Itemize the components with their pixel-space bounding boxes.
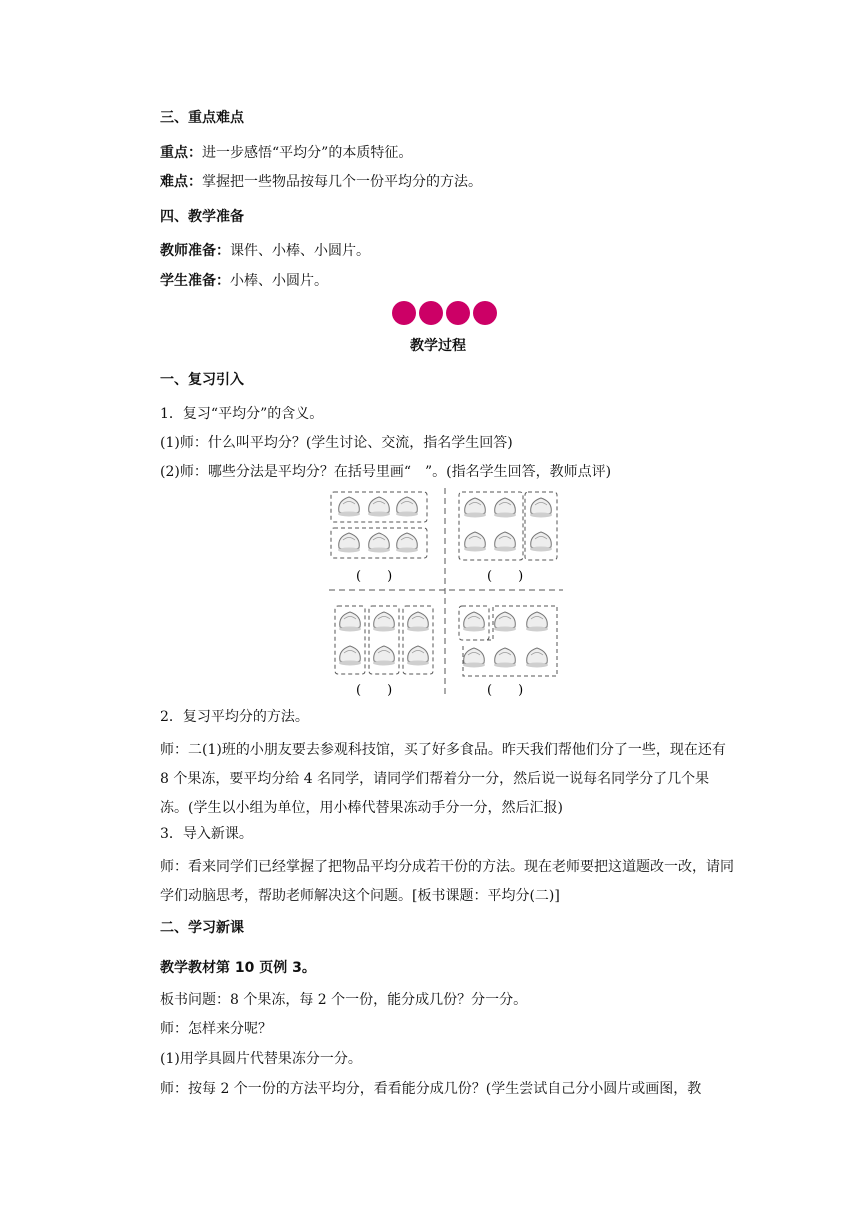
jelly-icon: [396, 533, 418, 553]
review-question-2: (2)师：哪些分法是平均分？在括号里画“ ”。(指名学生回答，教师点评): [160, 464, 612, 480]
review-paragraph-1-text: 师：二(1)班的小朋友要去参观科技馆，买了好多食品。昨天我们帮他们分了一些，现在还有 8 个果冻，要平均分给 4 名同学，请同学们帮着分一分，然后说一说每名同学分了几个果冻。(学生以小组为单位，用小棒代替果冻动手分一分，然后汇报): [160, 742, 726, 816]
student-prep-text: 小棒、小圆片。: [230, 273, 328, 289]
jelly-icon: [368, 533, 390, 553]
new-lesson-bold-line: 教学教材第 10 页例 3。: [160, 960, 316, 976]
review-paragraph-2-text: 师：看来同学们已经掌握了把物品平均分成若干份的方法。现在老师要把这道题改一改，请同学们动脑思考，帮助老师解决这个问题。[板书课题：平均分(二)]: [160, 859, 734, 904]
jelly-icon: [494, 612, 516, 632]
jelly-icon: [368, 497, 390, 517]
jelly-icon: [338, 533, 360, 553]
dot-icon: [419, 301, 443, 325]
new-lesson-line-1: 板书问题：8 个果冻，每 2 个一份，能分成几份？分一分。: [160, 992, 528, 1008]
review-item-2: 2．复习平均分的方法。: [160, 709, 309, 725]
equal-division-figure: [329, 488, 563, 698]
new-lesson-line-3: (1)用学具圆片代替果冻分一分。: [160, 1051, 362, 1067]
review-item-3: 3．导入新课。: [160, 826, 253, 842]
answer-bracket[interactable]: ( ): [487, 569, 524, 584]
review-item-1: 1．复习“平均分”的含义。: [160, 406, 324, 422]
student-prep-label: 学生准备：: [160, 273, 230, 289]
process-title: 教学过程: [410, 338, 466, 354]
teacher-prep-text: 课件、小棒、小圆片。: [230, 243, 370, 259]
key-label: 重点：: [160, 145, 202, 161]
jelly-icon: [530, 498, 552, 518]
jelly-icon: [338, 497, 360, 517]
decorative-dots: [390, 298, 502, 328]
jelly-icon: [373, 612, 395, 632]
key-point-line: [160, 143, 412, 163]
jelly-icon: [494, 498, 516, 518]
difficulty-line: [160, 172, 482, 192]
review-question-1: (1)师：什么叫平均分？(学生讨论、交流，指名学生回答): [160, 435, 513, 451]
jelly-icon: [463, 648, 485, 668]
section-heading-preparation: 四、教学准备: [160, 209, 244, 225]
answer-bracket[interactable]: ( ): [356, 569, 393, 584]
jelly-icon: [494, 532, 516, 552]
new-lesson-line-4: 师：按每 2 个一份的方法平均分，看看能分成几份？(学生尝试自己分小圆片或画图，教: [160, 1081, 702, 1097]
teacher-prep-line: [160, 241, 370, 261]
teacher-prep-label: 教师准备：: [160, 243, 230, 259]
section-heading-key-points: 三、重点难点: [160, 110, 244, 126]
section-heading-new-lesson: 二、学习新课: [160, 920, 244, 936]
jelly-icon: [464, 532, 486, 552]
difficulty-text: 掌握把一些物品按每几个一份平均分的方法。: [202, 174, 482, 190]
new-lesson-line-2: 师：怎样来分呢？: [160, 1021, 272, 1037]
review-paragraph-1: [160, 736, 734, 823]
key-text: 进一步感悟“平均分”的本质特征。: [202, 145, 413, 161]
jelly-icon: [373, 646, 395, 666]
jelly-icon: [526, 648, 548, 668]
section-heading-review: 一、复习引入: [160, 372, 244, 388]
jelly-icon: [530, 532, 552, 552]
difficulty-label: 难点：: [160, 174, 202, 190]
jelly-icon: [494, 648, 516, 668]
jelly-icon: [407, 612, 429, 632]
jelly-icon: [339, 646, 361, 666]
dot-icon: [446, 301, 470, 325]
jelly-icon: [526, 612, 548, 632]
review-paragraph-2: [160, 853, 734, 911]
dot-icon: [473, 301, 497, 325]
jelly-icon: [464, 498, 486, 518]
student-prep-line: [160, 271, 328, 291]
answer-bracket[interactable]: ( ): [487, 683, 524, 698]
jelly-icon: [407, 646, 429, 666]
jelly-icon: [339, 612, 361, 632]
jelly-icon: [463, 612, 485, 632]
answer-bracket[interactable]: ( ): [356, 683, 393, 698]
dot-icon: [392, 301, 416, 325]
jelly-icon: [396, 497, 418, 517]
